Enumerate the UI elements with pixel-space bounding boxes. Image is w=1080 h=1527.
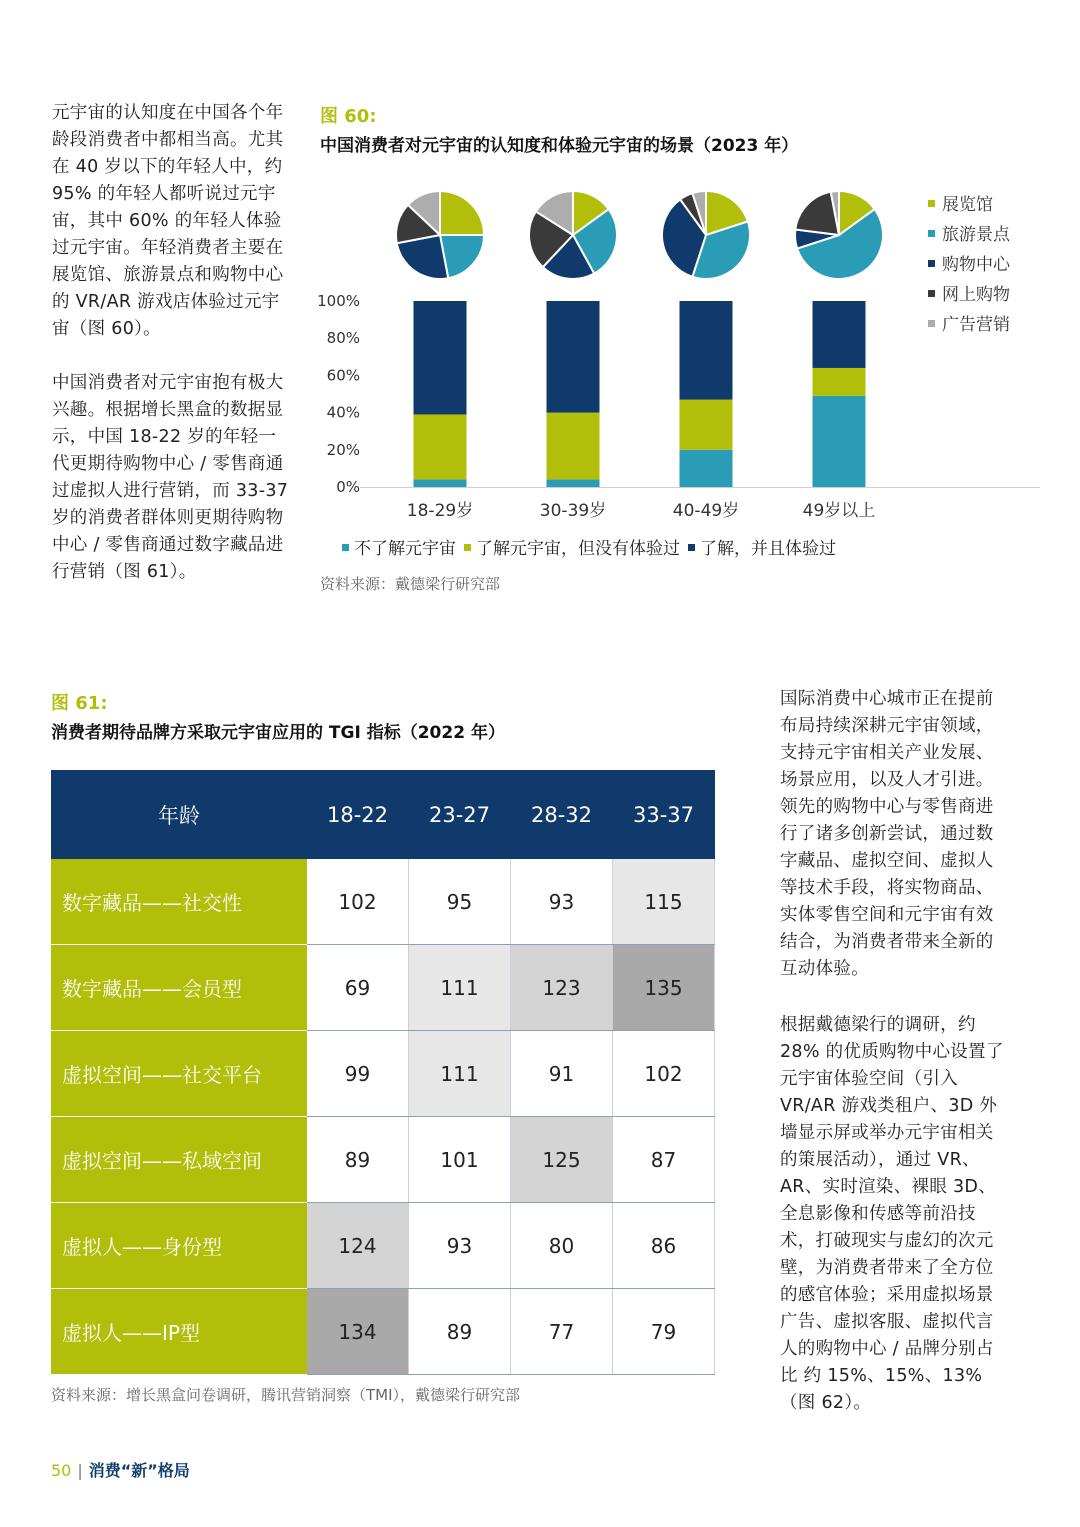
consumption-center-paragraph: 国际消费中心城市正在提前布局持续深耕元宇宙领域，支持元宇宙相关产业发展、场景应用，以及人才引进。领先的购物中心与零售商进行了诸多创新尝试，通过数字藏品、虚拟空间、虚拟人等技术手段，将实物商品、实体零售空间和元宇宙有效结合，为消费者带来全新的互动体验。 <box>780 689 994 979</box>
legend-label: 网上购物 <box>942 285 1010 305</box>
legend-label: 购物中心 <box>942 255 1010 275</box>
bar-segment <box>680 301 733 400</box>
figure-61-source: 资料来源：增长黑盒问卷调研，腾讯营销洞察（TMI），戴德梁行研究部 <box>51 1386 521 1404</box>
bar-segment <box>680 450 733 487</box>
tgi-value-cell: 101 <box>409 1117 511 1203</box>
bar-segment <box>547 301 600 413</box>
tgi-value-cell: 80 <box>511 1203 613 1289</box>
tgi-value-cell: 69 <box>307 945 409 1031</box>
intro-paragraph: 元宇宙的认知度在中国各个年龄段消费者中都相当高。尤其在 40 岁以下的年轻人中，约 95% 的年轻人都听说过元宇宙，其中 60% 的年轻人体验过元宇宙。年轻消费者主要在展览馆、旅游景点和购物中心的 VR/AR 游戏店体验过元宇宙（图 60）。 <box>52 103 284 339</box>
page-number: 50 <box>51 1461 72 1480</box>
bar-legend-item <box>464 534 680 559</box>
tgi-value-cell: 86 <box>613 1203 715 1289</box>
header-cell-age: 年龄 <box>52 771 307 859</box>
tgi-value-cell: 91 <box>511 1031 613 1117</box>
page-footer <box>51 1458 190 1481</box>
x-tick-label: 49岁以上 <box>802 501 876 521</box>
legend-label: 广告营销 <box>942 315 1010 335</box>
tgi-value-cell: 93 <box>511 859 613 945</box>
pie-legend-item <box>928 312 1010 342</box>
pie-legend-item <box>928 282 1010 312</box>
y-tick-label: 20% <box>326 440 360 459</box>
tgi-value-cell: 89 <box>409 1289 511 1375</box>
pie-legend <box>928 192 1010 342</box>
bar-segment <box>813 396 866 487</box>
tgi-table-header <box>52 771 715 859</box>
figure-60-title: 中国消费者对元宇宙的认知度和体验元宇宙的场景（2023 年） <box>320 136 799 156</box>
pie-legend-item <box>928 222 1010 252</box>
header-cell-age-group: 33-37 <box>613 771 715 859</box>
x-tick-label: 40-49岁 <box>672 501 740 521</box>
legend-label: 展览馆 <box>942 195 993 215</box>
row-label: 数字藏品——会员型 <box>52 945 307 1031</box>
legend-swatch <box>928 260 935 267</box>
tgi-value-cell: 93 <box>409 1203 511 1289</box>
y-tick-label: 100% <box>317 292 360 310</box>
tgi-value-cell: 123 <box>511 945 613 1031</box>
legend-swatch <box>342 544 349 551</box>
legend-swatch <box>688 544 695 551</box>
y-tick-label: 80% <box>326 329 360 348</box>
header-cell-age-group: 18-22 <box>307 771 409 859</box>
interest-paragraph: 中国消费者对元宇宙抱有极大兴趣。根据增长黑盒的数据显示，中国 18-22 岁的年轻一代更期待购物中心 / 零售商通过虚拟人进行营销，而 33-37 岁的消费者群体则更期待购物中心 / 零售商通过数字藏品进行营销（图 61）。 <box>52 373 289 582</box>
survey-paragraph: 根据戴德梁行的调研，约 28% 的优质购物中心设置了元宇宙体验空间（引入 VR/AR 游戏类租户、3D 外墙显示屏或举办元宇宙相关的策展活动），通过 VR、AR、实时渲染、裸眼 3D、全息影像和传感等前沿技术，打破现实与虚幻的次元壁，为消费者带来了全方位的感官体验；采用虚拟场景广告、虚拟客服、虚拟代言人的购物中心 / 品牌分别占比 约 15%、15%、13%（图 62）。 <box>780 1015 1004 1413</box>
tgi-value-cell: 102 <box>613 1031 715 1117</box>
tgi-value-cell: 115 <box>613 859 715 945</box>
bar-segment <box>813 368 866 396</box>
row-label: 虚拟空间——社交平台 <box>52 1031 307 1117</box>
row-label: 虚拟人——身份型 <box>52 1203 307 1289</box>
table-row <box>52 1289 715 1375</box>
tgi-value-cell: 134 <box>307 1289 409 1375</box>
table-row <box>52 945 715 1031</box>
legend-label: 不了解元宇宙 <box>354 539 456 559</box>
footer-separator: | <box>77 1461 83 1480</box>
bar-legend-item <box>342 534 456 559</box>
bar-segment <box>547 413 600 480</box>
legend-swatch <box>928 290 935 297</box>
bar-segment <box>414 414 467 479</box>
x-tick-label: 18-29岁 <box>406 501 474 521</box>
table-row <box>52 1031 715 1117</box>
x-tick-label: 30-39岁 <box>539 501 607 521</box>
header-cell-age-group: 23-27 <box>409 771 511 859</box>
legend-label: 了解，并且体验过 <box>700 539 836 559</box>
pie-legend-item <box>928 252 1010 282</box>
figure-60-source: 资料来源：戴德梁行研究部 <box>320 575 501 593</box>
legend-swatch <box>928 200 935 207</box>
bar-legend-item <box>688 534 836 559</box>
tgi-value-cell: 124 <box>307 1203 409 1289</box>
row-label: 虚拟空间——私域空间 <box>52 1117 307 1203</box>
bar-legend <box>342 534 844 559</box>
bar-segment <box>414 301 467 414</box>
row-label: 数字藏品——社交性 <box>52 859 307 945</box>
legend-swatch <box>928 230 935 237</box>
tgi-value-cell: 102 <box>307 859 409 945</box>
y-tick-label: 60% <box>326 366 360 385</box>
tgi-value-cell: 111 <box>409 945 511 1031</box>
legend-label: 旅游景点 <box>942 225 1010 245</box>
pie-slice <box>440 191 484 235</box>
tgi-value-cell: 95 <box>409 859 511 945</box>
table-row <box>52 859 715 945</box>
legend-swatch <box>464 544 471 551</box>
tgi-table <box>51 770 715 1375</box>
report-title: 消费“新”格局 <box>88 1461 190 1480</box>
tgi-value-cell: 77 <box>511 1289 613 1375</box>
tgi-value-cell: 135 <box>613 945 715 1031</box>
y-tick-label: 0% <box>336 478 360 496</box>
tgi-value-cell: 79 <box>613 1289 715 1375</box>
figure-60-label: 图 60: <box>320 106 377 127</box>
tgi-value-cell: 87 <box>613 1117 715 1203</box>
tgi-value-cell: 125 <box>511 1117 613 1203</box>
header-cell-age-group: 28-32 <box>511 771 613 859</box>
legend-label: 了解元宇宙，但没有体验过 <box>476 539 680 559</box>
bar-segment <box>547 480 600 487</box>
table-row <box>52 1117 715 1203</box>
pie-legend-item <box>928 192 1010 222</box>
bar-segment <box>680 400 733 450</box>
tgi-value-cell: 111 <box>409 1031 511 1117</box>
figure-61-label: 图 61: <box>51 693 108 714</box>
table-row <box>52 1203 715 1289</box>
bar-segment <box>414 480 467 487</box>
legend-swatch <box>928 320 935 327</box>
bar-segment <box>813 301 866 368</box>
tgi-value-cell: 89 <box>307 1117 409 1203</box>
tgi-value-cell: 99 <box>307 1031 409 1117</box>
row-label: 虚拟人——IP型 <box>52 1289 307 1375</box>
y-tick-label: 40% <box>326 403 360 422</box>
figure-61-title: 消费者期待品牌方采取元宇宙应用的 TGI 指标（2022 年） <box>51 723 505 743</box>
